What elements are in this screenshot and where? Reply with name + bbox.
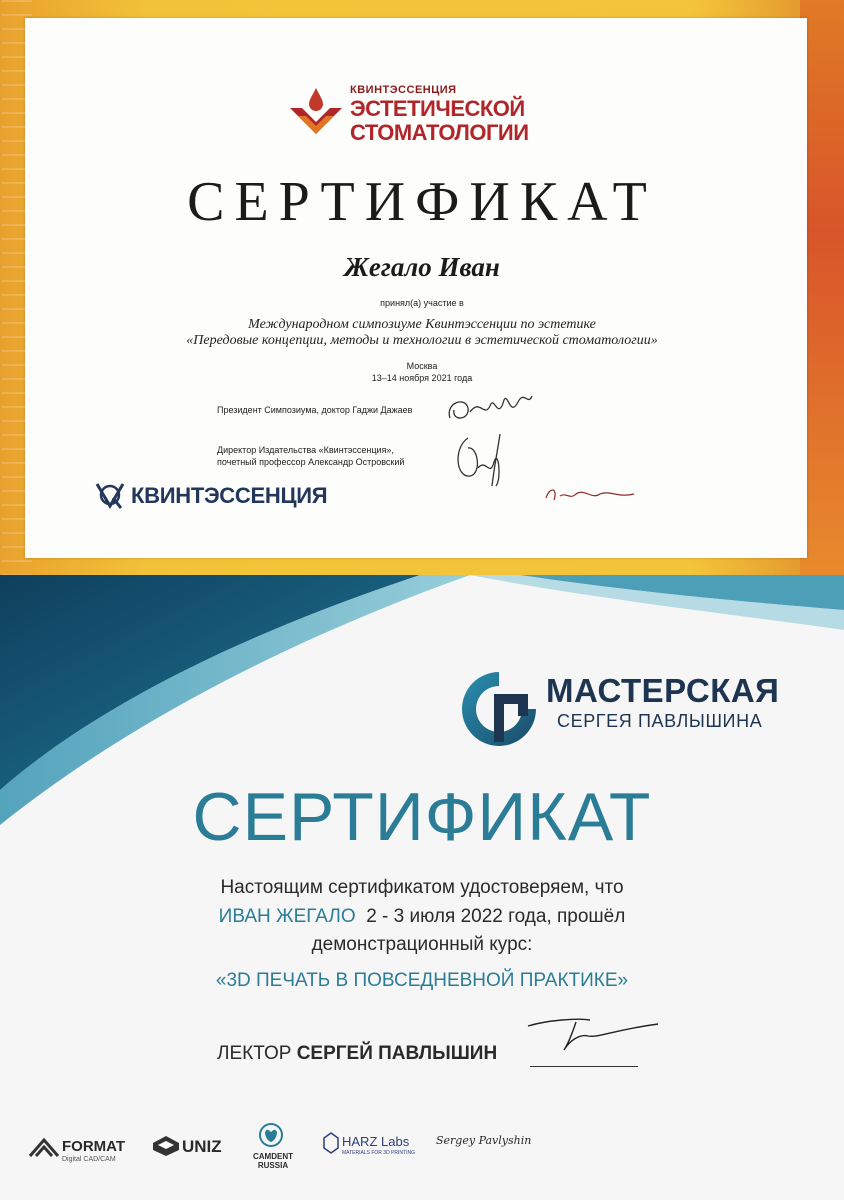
aesthetic-dentistry-logo [288, 80, 568, 150]
certificate-text-line1: Настоящим сертификатом удостоверяем, что [220, 877, 624, 898]
partner-uniz: UNIZ [182, 1137, 222, 1156]
certificate-quintessence [0, 0, 844, 575]
masterskaya-logo-icon [458, 668, 540, 750]
participated-text: принял(а) участие в [380, 298, 464, 308]
certificate-text-line3: демонстрационный курс: [311, 934, 533, 955]
signature3-icon [540, 482, 640, 506]
course-dates: 2 - 3 июля 2022 года, прошёл [366, 906, 626, 927]
harz-logo-icon [323, 1132, 339, 1154]
signer1: Президент Симпозиума, доктор Гаджи Дажаев [217, 405, 413, 415]
event-date: 13–14 ноября 2021 года [371, 373, 473, 383]
brand-line1: МАСТЕРСКАЯ [546, 672, 780, 709]
partner-camdent-line2: RUSSIA [257, 1161, 289, 1170]
format-logo-icon [28, 1136, 60, 1158]
uniz-logo-icon [152, 1135, 180, 1157]
partner-harz-sub: MATERIALS FOR 3D PRINTING [342, 1150, 415, 1156]
signer2-line1: Директор Издательства «Квинтэссенция», [217, 445, 394, 455]
event-line1: Международном симпозиуме Квинтэссенции по эстетике [248, 317, 596, 332]
certificate-text-line2 [0, 906, 844, 928]
certificate-title: СЕРТИФИКАТ [192, 779, 652, 855]
event-line2: «Передовые концепции, методы и технологии в эстетической стоматологии» [186, 333, 658, 348]
partner-harz: HARZ Labs [342, 1134, 410, 1149]
course-name: «3D ПЕЧАТЬ В ПОВСЕДНЕВНОЙ ПРАКТИКЕ» [215, 970, 629, 991]
lector-signature-icon [518, 1014, 668, 1054]
partner-format: FORMAT [62, 1138, 126, 1155]
signature1-icon [440, 388, 540, 430]
partner-sergey-signature: Sergey Pavlyshin [436, 1134, 532, 1147]
quintessence-logo-icon [93, 480, 127, 510]
brand-line1: ЭСТЕТИЧЕСКОЙ [350, 96, 525, 121]
partner-format-sub: Digital CAD/CAM [62, 1156, 116, 1163]
recipient-name: Жегало Иван [344, 252, 500, 282]
event-city: Москва [406, 361, 438, 371]
partner-camdent [253, 1152, 293, 1170]
brand-line2: СЕРГЕЯ ПАВЛЫШИНА [557, 711, 763, 731]
lector-name: СЕРГЕЙ ПАВЛЫШИН [296, 1043, 498, 1064]
publisher-name: КВИНТЭССЕНЦИЯ [131, 483, 328, 508]
lector-label: ЛЕКТОР [217, 1043, 292, 1064]
camdent-logo-icon [258, 1122, 284, 1148]
brand-small: КВИНТЭССЕНЦИЯ [350, 84, 457, 96]
recipient-name: ИВАН ЖЕГАЛО [218, 906, 356, 927]
brand-line2: СТОМАТОЛОГИИ [350, 120, 529, 145]
signer2-line2: почетный профессор Александр Островский [217, 457, 405, 467]
signature-line [530, 1066, 638, 1067]
certificate-title: СЕРТИФИКАТ [187, 171, 657, 233]
lector-line [217, 1043, 497, 1065]
partners-row [0, 1120, 844, 1180]
partner-camdent-line1: CAMDENT [253, 1152, 293, 1161]
drop-check-icon [288, 86, 344, 138]
signature2-icon [448, 428, 518, 490]
